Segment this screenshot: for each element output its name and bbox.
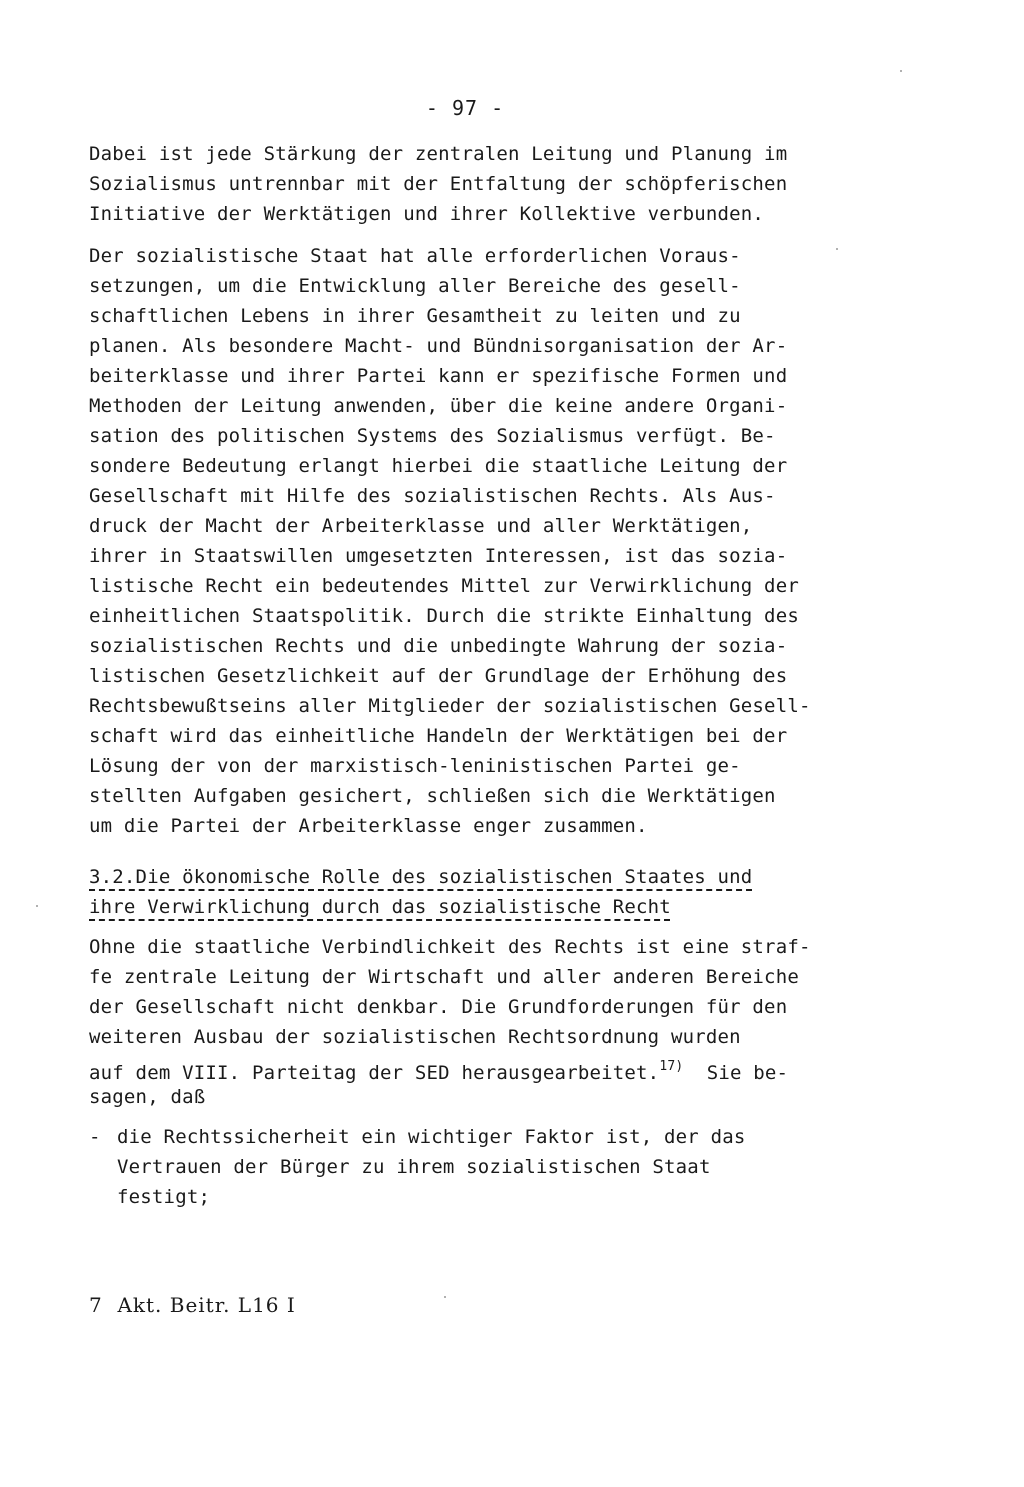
paragraph-2-line: Lösung der von der marxistisch-leninistischen Partei ge-	[89, 755, 741, 777]
paragraph-2-line: beiterklasse und ihrer Partei kann er spezifische Formen und	[89, 365, 788, 387]
bullet-line: Vertrauen der Bürger zu ihrem sozialistischen Staat	[117, 1156, 711, 1178]
section-heading-line: 3.2.Die ökonomische Rolle des sozialistischen Staates und	[89, 866, 753, 888]
paragraph-2-line: sondere Bedeutung erlangt hierbei die staatliche Leitung der	[89, 455, 788, 477]
paragraph-3-line: sagen, daß	[89, 1086, 206, 1108]
paragraph-2-line: ihrer in Staatswillen umgesetzten Interessen, ist das sozia-	[89, 545, 788, 567]
paragraph-2-line: Rechtsbewußtseins aller Mitglieder der sozialistischen Gesell-	[89, 695, 811, 717]
scan-speck	[900, 70, 902, 72]
spacer	[683, 1062, 706, 1084]
section-heading-line: ihre Verwirklichung durch das sozialistische Recht	[89, 896, 671, 918]
paragraph-1-line: Initiative der Werktätigen und ihrer Kollektive verbunden.	[89, 203, 765, 225]
paragraph-3-line-with-footnote	[89, 1056, 788, 1084]
paragraph-2-line: sozialistischen Rechts und die unbedingte Wahrung der sozia-	[89, 635, 788, 657]
paragraph-3-tail: Sie be-	[706, 1062, 789, 1084]
paragraph-2-line: listische Recht ein bedeutendes Mittel zur Verwirklichung der	[89, 575, 799, 597]
paragraph-3-line: der Gesellschaft nicht denkbar. Die Grundforderungen für den	[89, 996, 788, 1018]
bullet-marker: -	[89, 1126, 101, 1148]
paragraph-2-line: um die Partei der Arbeiterklasse enger zusammen.	[89, 815, 648, 837]
paragraph-2-line: schaftlichen Lebens in ihrer Gesamtheit zu leiten und zu	[89, 305, 741, 327]
scan-speck	[444, 1296, 446, 1298]
paragraph-2-line: Der sozialistische Staat hat alle erforderlichen Voraus-	[89, 245, 741, 267]
paragraph-3-line: Ohne die staatliche Verbindlichkeit des Rechts ist eine straf-	[89, 936, 811, 958]
page-number: - 97 -	[425, 96, 505, 120]
scan-speck	[36, 905, 38, 907]
paragraph-2-line: druck der Macht der Arbeiterklasse und aller Werktätigen,	[89, 515, 753, 537]
paragraph-1-line: Sozialismus untrennbar mit der Entfaltung der schöpferischen	[89, 173, 788, 195]
paragraph-3-line: fe zentrale Leitung der Wirtschaft und aller anderen Bereiche	[89, 966, 799, 988]
paragraph-2-line: Methoden der Leitung anwenden, über die keine andere Organi-	[89, 395, 788, 417]
paragraph-2-line: stellten Aufgaben gesichert, schließen sich die Werktätigen	[89, 785, 776, 807]
footer-signature: 7 Akt. Beitr. L16 I	[89, 1293, 296, 1317]
bullet-line: festigt;	[117, 1186, 211, 1208]
footnote-reference: 17)	[659, 1059, 684, 1074]
paragraph-2-line: planen. Als besondere Macht- und Bündnisorganisation der Ar-	[89, 335, 788, 357]
paragraph-2-line: Gesellschaft mit Hilfe des sozialistischen Rechts. Als Aus-	[89, 485, 776, 507]
scan-speck	[836, 248, 838, 250]
paragraph-2-line: setzungen, um die Entwicklung aller Bereiche des gesell-	[89, 275, 741, 297]
paragraph-1-line: Dabei ist jede Stärkung der zentralen Leitung und Planung im	[89, 143, 788, 165]
bullet-line: die Rechtssicherheit ein wichtiger Faktor ist, der das	[117, 1126, 746, 1148]
paragraph-2-line: sation des politischen Systems des Sozialismus verfügt. Be-	[89, 425, 776, 447]
paragraph-2-line: listischen Gesetzlichkeit auf der Grundlage der Erhöhung des	[89, 665, 788, 687]
paragraph-2-line: einheitlichen Staatspolitik. Durch die strikte Einhaltung des	[89, 605, 799, 627]
paragraph-2-line: schaft wird das einheitliche Handeln der Werktätigen bei der	[89, 725, 788, 747]
paragraph-3-text: auf dem VIII. Parteitag der SED herausgearbeitet.	[89, 1062, 660, 1084]
paragraph-3-line: weiteren Ausbau der sozialistischen Rechtsordnung wurden	[89, 1026, 741, 1048]
